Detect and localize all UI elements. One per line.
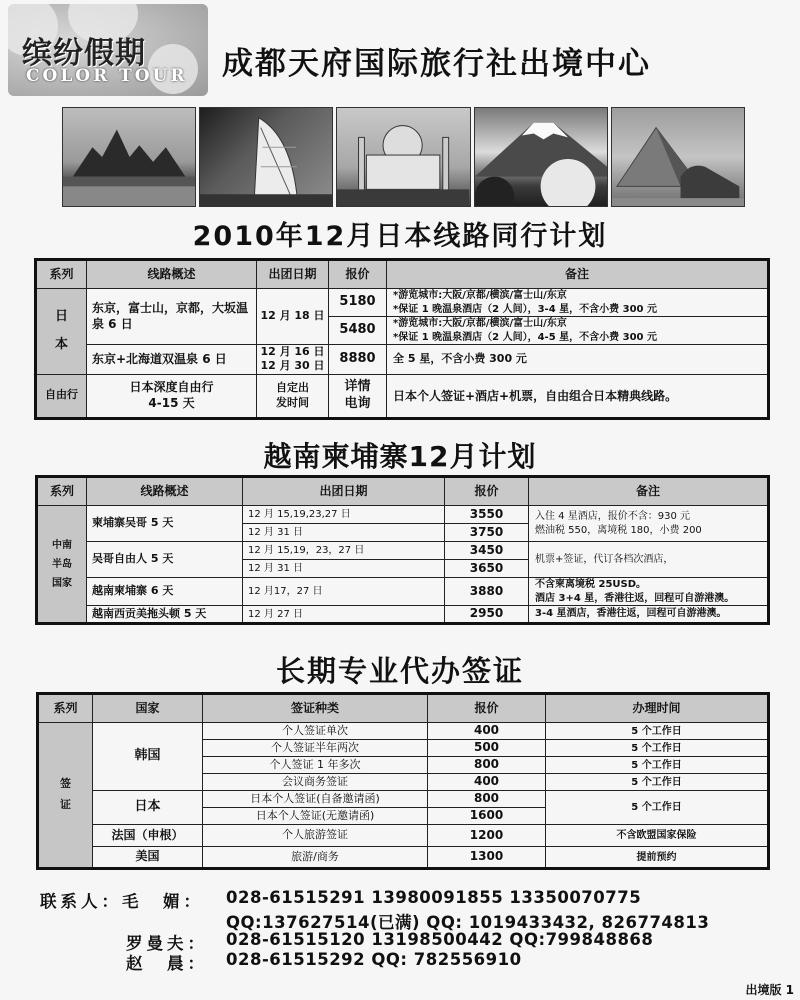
visa-type: 会议商务签证	[203, 774, 428, 791]
visa-type: 日本个人签证(无邀请函)	[203, 808, 428, 825]
route-tokyo-fuji: 东京，富士山，京都，大坂温泉 6 日	[87, 289, 257, 345]
japan-plan-title: 2010年12月日本线路同行计划	[192, 221, 608, 252]
contact-phones: 028-61515292 QQ: 782556910	[226, 950, 522, 969]
table-row	[38, 723, 769, 740]
visa-time: 5 个工作日	[546, 740, 769, 757]
table-row	[37, 578, 769, 606]
table-header-row	[37, 477, 769, 506]
visa-type: 日本个人签证(自备邀请函)	[203, 791, 428, 808]
table-row	[36, 374, 769, 418]
route-tokyo-hokkaido: 东京+北海道双温泉 6 日	[87, 345, 257, 375]
note-route3: 日本个人签证+酒店+机票，自由组合日本精典线路。	[387, 374, 769, 418]
route-angkor-free: 吴哥自由人 5 天	[87, 542, 243, 578]
date-r3: 12 月17，27 日	[243, 578, 445, 606]
contact-phones: 028-61515291 13980091855 13350070775	[226, 888, 642, 907]
vietnam-plan-title: 越南柬埔寨12月计划	[263, 440, 537, 473]
contact-label: 赵 晨：	[126, 954, 208, 973]
route-japan-free: 日本深度自由行 4-15 天	[87, 374, 257, 418]
col-header-remarks: 备注	[529, 477, 769, 506]
table-row	[38, 847, 769, 869]
price-5180: 5180	[329, 289, 387, 317]
col-header-series: 系列	[36, 260, 87, 289]
visa-type: 个人旅游签证	[203, 825, 428, 847]
color-tour-logo	[8, 4, 208, 96]
japan-route-table	[34, 258, 770, 420]
visa-price: 1300	[428, 847, 546, 869]
table-header-row	[36, 260, 769, 289]
date-r1-2: 12 月 31 日	[243, 524, 445, 542]
date-dec18: 12 月 18 日	[257, 289, 329, 345]
country-korea: 韩国	[93, 723, 203, 791]
visa-price: 800	[428, 757, 546, 774]
date-custom: 自定出 发时间	[257, 374, 329, 418]
visa-price: 500	[428, 740, 546, 757]
price-5480: 5480	[329, 317, 387, 345]
note-vietnam-cambodia: 不含柬离境税 25USD。 酒店 3+4 星，香港往返，回程可自游港澳。	[529, 578, 769, 606]
angkor-wat-photo	[62, 107, 196, 207]
date-r2-2: 12 月 31 日	[243, 560, 445, 578]
series-visa: 签 证	[38, 723, 93, 869]
date-r1-1: 12 月 15,19,23,27 日	[243, 506, 445, 524]
country-france: 法国（申根）	[93, 825, 203, 847]
note-angkor: 入住 4 星酒店，报价不含：930 元 燃油税 550，离境税 180，小费 200	[529, 506, 769, 542]
visa-price: 400	[428, 723, 546, 740]
visa-table	[36, 692, 770, 870]
visa-type: 个人签证 1 年多次	[203, 757, 428, 774]
visa-type: 旅游/商务	[203, 847, 428, 869]
price-3450: 3450	[445, 542, 529, 560]
visa-price: 400	[428, 774, 546, 791]
price-3880: 3880	[445, 578, 529, 606]
contact-qq: QQ:137627514(已满) QQ: 1019433432, 826774813	[226, 913, 710, 932]
col-header-country: 国家	[93, 694, 203, 723]
col-header-remarks: 备注	[387, 260, 769, 289]
visa-time: 5 个工作日	[546, 774, 769, 791]
table-row	[37, 506, 769, 524]
col-header-price: 报价	[428, 694, 546, 723]
visa-price: 1200	[428, 825, 546, 847]
price-3650: 3650	[445, 560, 529, 578]
table-row	[38, 791, 769, 808]
date-dec16-30: 12 月 16 日 12 月 30 日	[257, 345, 329, 375]
price-inquire: 详情 电询	[329, 374, 387, 418]
visa-time: 5 个工作日	[546, 791, 769, 825]
route-vietnam-cambodia: 越南柬埔寨 6 天	[87, 578, 243, 606]
col-header-price: 报价	[445, 477, 529, 506]
table-row	[37, 606, 769, 624]
contact-phones: 028-61515120 13198500442 QQ:799848868	[226, 930, 654, 949]
col-header-price: 报价	[329, 260, 387, 289]
col-header-route: 线路概述	[87, 477, 243, 506]
table-header-row	[38, 694, 769, 723]
visa-time: 提前预约	[546, 847, 769, 869]
date-r4: 12 月 27 日	[243, 606, 445, 624]
visa-time: 5 个工作日	[546, 757, 769, 774]
series-free-travel: 自由行	[36, 374, 87, 418]
note-angkor-free: 机票+签证，代订各档次酒店，	[529, 542, 769, 578]
price-8880: 8880	[329, 345, 387, 375]
col-header-visa-type: 签证种类	[203, 694, 428, 723]
route-saigon: 越南西贡美拖头顿 5 天	[87, 606, 243, 624]
visa-time: 不含欧盟国家保险	[546, 825, 769, 847]
vietnam-cambodia-table	[35, 475, 770, 625]
price-3750: 3750	[445, 524, 529, 542]
col-header-series: 系列	[38, 694, 93, 723]
visa-price: 1600	[428, 808, 546, 825]
table-row	[36, 289, 769, 317]
visa-time: 5 个工作日	[546, 723, 769, 740]
series-japan: 日 本	[36, 289, 87, 375]
visa-type: 个人签证半年两次	[203, 740, 428, 757]
route-angkor-5d: 柬埔寨吴哥 5 天	[87, 506, 243, 542]
table-row	[38, 825, 769, 847]
mount-fuji-photo	[474, 107, 608, 207]
note-route1a: *游览城市:大阪/京都/横滨/富士山/东京 *保证 1 晚温泉酒店（2 人间），3-4 星，不含小费 300 元	[387, 289, 769, 317]
col-header-processing-time: 办理时间	[546, 694, 769, 723]
country-japan: 日本	[93, 791, 203, 825]
page-tag: 出境版 1	[745, 983, 794, 997]
col-header-date: 出团日期	[243, 477, 445, 506]
visa-price: 800	[428, 791, 546, 808]
date-r2-1: 12 月 15,19，23，27 日	[243, 542, 445, 560]
logo-chinese-text: 缤纷假期	[22, 36, 146, 71]
mosque-photo	[336, 107, 470, 207]
note-saigon: 3-4 星酒店，香港往返，回程可自游港澳。	[529, 606, 769, 624]
visa-title: 长期专业代办签证	[275, 654, 524, 688]
table-row	[37, 542, 769, 560]
burj-al-arab-photo	[199, 107, 333, 207]
series-indochina: 中南 半岛 国家	[37, 506, 87, 624]
contact-label: 联系人：毛 媚：	[40, 892, 204, 911]
contact-label: 罗曼夫：	[126, 934, 208, 953]
pyramid-sphinx-photo	[611, 107, 745, 207]
price-3550: 3550	[445, 506, 529, 524]
table-row	[36, 345, 769, 375]
agency-name: 成都天府国际旅行社出境中心	[222, 46, 651, 82]
col-header-route: 线路概述	[87, 260, 257, 289]
col-header-series: 系列	[37, 477, 87, 506]
note-route2: 全 5 星，不含小费 300 元	[387, 345, 769, 375]
logo-english-text: COLOR TOUR	[26, 66, 188, 86]
price-2950: 2950	[445, 606, 529, 624]
photo-strip	[62, 107, 745, 207]
visa-type: 个人签证单次	[203, 723, 428, 740]
col-header-date: 出团日期	[257, 260, 329, 289]
note-route1b: *游览城市:大阪/京都/横滨/富士山/东京 *保证 1 晚温泉酒店（2 人间），4-5 星，不含小费 300 元	[387, 317, 769, 345]
country-usa: 美国	[93, 847, 203, 869]
